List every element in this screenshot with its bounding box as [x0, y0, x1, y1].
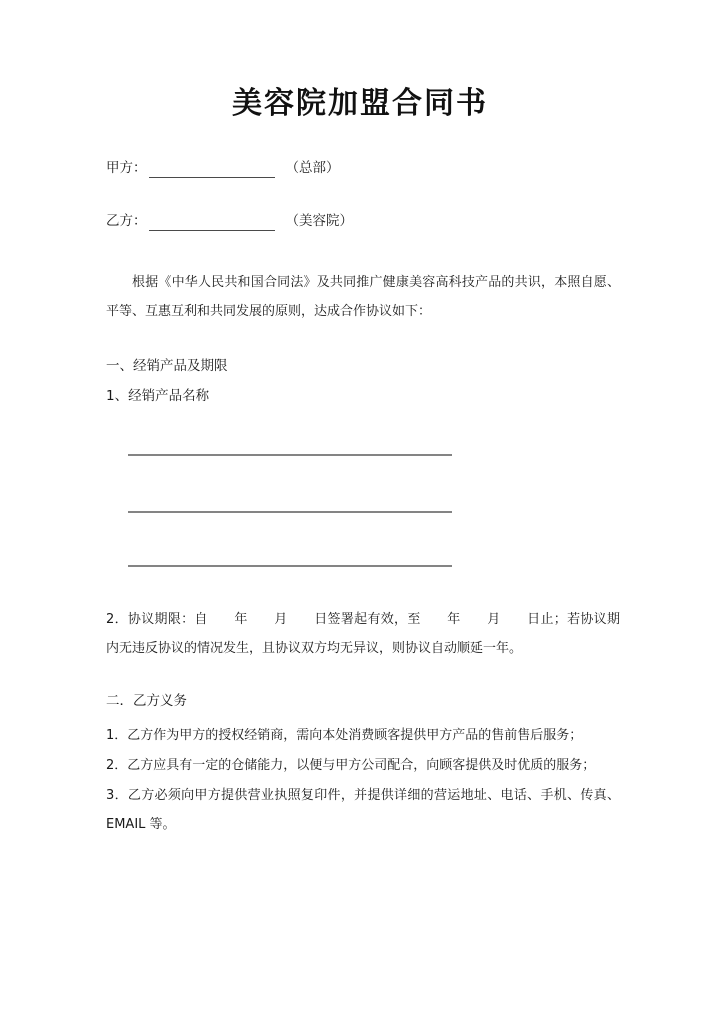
party-a-label: 甲方：	[106, 160, 147, 176]
party-b-row	[106, 211, 353, 231]
document-title: 美容院加盟合同书	[232, 86, 488, 121]
section-1-item-1-label: 1、经销产品名称	[106, 388, 210, 404]
product-name-blank-line-2	[128, 511, 452, 513]
party-a-row	[106, 158, 340, 178]
party-a-blank-line	[149, 161, 275, 178]
section-1-heading: 一、经销产品及期限	[106, 358, 228, 374]
section-2-item-2-clause: 2．乙方应具有一定的仓储能力，以便与甲方公司配合，向顾客提供及时优质的服务；	[106, 758, 596, 773]
section-2-heading: 二．乙方义务	[106, 693, 187, 709]
section-1-item-2-clause: 2．协议期限：自 年 月 日签署起有效，至 年 月 日止；若协议期内无违反协议的情况发生，且协议双方均无异议，则协议自动顺延一年。	[106, 612, 620, 656]
party-b-label: 乙方：	[106, 213, 147, 229]
party-a-suffix: （总部）	[285, 160, 340, 176]
party-b-blank-line	[149, 214, 275, 231]
preamble-paragraph: 根据《中华人民共和国合同法》及共同推广健康美容高科技产品的共识，本照自愿、平等、互惠互利和共同发展的原则，达成合作协议如下：	[106, 275, 620, 319]
party-b-suffix: （美容院）	[285, 213, 353, 229]
product-name-blank-line-1	[128, 454, 452, 456]
section-2-item-1-clause: 1．乙方作为甲方的授权经销商，需向本处消费顾客提供甲方产品的售前售后服务；	[106, 728, 583, 743]
product-name-blank-line-3	[128, 565, 452, 567]
section-2-item-3-clause: 3．乙方必须向甲方提供营业执照复印件，并提供详细的营运地址、电话、手机、传真、EMAIL 等。	[106, 788, 620, 832]
